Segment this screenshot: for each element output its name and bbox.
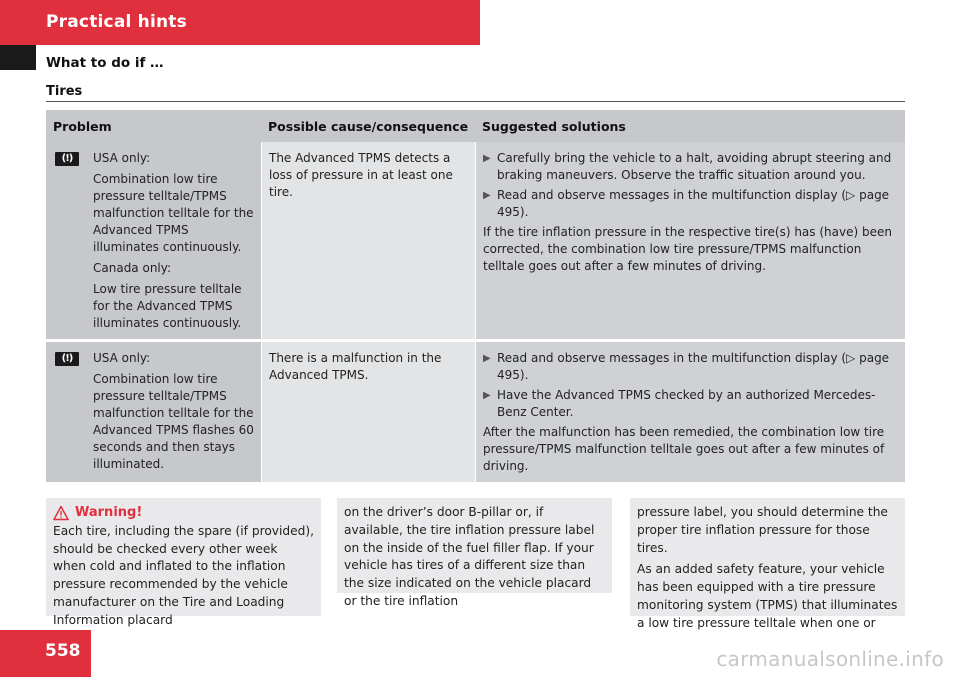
warning-text: Each tire, including the spare (if provided), should be checked every other week when cold and inflated to the inflation pressure recommended by the vehicle manufacturer on the Tire and Loading Information placard	[53, 523, 314, 627]
arrow-right-icon: ▶	[483, 153, 491, 164]
tpms-telltale-icon	[55, 152, 79, 166]
text-column-2: on the driver’s door B-pillar or, if available, the tire inflation pressure label on the inside of the fuel filler flap. If your vehicle has tires of a different size than the size indicated on the vehicle placard or the tire inflation	[337, 498, 612, 593]
problem-line: Low tire pressure telltale for the Advanced TPMS illuminates continuously.	[93, 282, 242, 330]
header-cause: Possible cause/consequence	[268, 119, 469, 134]
cause-cell: The Advanced TPMS detects a loss of pressure in at least one tire.	[261, 142, 475, 339]
warning-triangle-icon	[53, 505, 69, 521]
subsection-title: What to do if …	[46, 55, 164, 71]
topic-title: Tires	[46, 84, 83, 99]
section-title: Practical hints	[46, 12, 187, 32]
solution-bullet	[483, 350, 897, 384]
solution-cell	[475, 142, 905, 339]
problem-line: Combination low tire pressure telltale/TPMS malfunction telltale for the Advanced TPMS illuminates continuously.	[93, 172, 254, 254]
paragraph: pressure label, you should determine the proper tire inflation pressure for those tires.	[637, 505, 888, 555]
solution-bullet	[483, 387, 897, 421]
warning-box	[46, 498, 321, 627]
problem-line: Canada only:	[93, 261, 172, 275]
solution-note: After the malfunction has been remedied, the combination low tire pressure/TPMS malfunction telltale goes out after a few minutes of driving.	[483, 425, 885, 473]
watermark: carmanualsonline.info	[716, 647, 944, 671]
problem-line: USA only:	[93, 351, 151, 365]
bullet-text: Read and observe messages in the multifunction display (▷ page 495).	[497, 351, 890, 382]
problem-cell	[46, 342, 261, 482]
tires-table	[46, 110, 905, 482]
solution-note: If the tire inflation pressure in the respective tire(s) has (have) been corrected, the combination low tire pressure/TPMS malfunction telltale goes out after a few minutes of driving.	[483, 225, 892, 273]
problem-cell	[46, 142, 261, 339]
solution-cell	[475, 342, 905, 482]
solution-bullet	[483, 187, 897, 221]
arrow-right-icon: ▶	[483, 190, 491, 201]
warning-title: Warning!	[75, 505, 143, 520]
cause-cell: There is a malfunction in the Advanced TPMS.	[261, 342, 475, 482]
header-problem: Problem	[53, 119, 112, 134]
section-tab	[0, 0, 480, 45]
header-solutions: Suggested solutions	[482, 119, 626, 134]
table-row	[46, 142, 905, 339]
section-marker	[0, 45, 36, 70]
bullet-text: Read and observe messages in the multifunction display (▷ page 495).	[497, 188, 890, 219]
table-row	[46, 342, 905, 482]
bullet-text: Carefully bring the vehicle to a halt, avoiding abrupt steering and braking maneuvers. Observe the traffic situation around you.	[497, 151, 892, 182]
table-header	[46, 110, 905, 142]
solution-bullet	[483, 150, 897, 184]
page-number: 558	[0, 630, 91, 677]
problem-line: Combination low tire pressure telltale/TPMS malfunction telltale for the Advanced TPMS flashes 60 seconds and then stays illuminated.	[93, 372, 254, 471]
tpms-telltale-icon	[55, 352, 79, 366]
text-column-3	[630, 498, 905, 630]
divider	[46, 101, 905, 102]
bullet-text: Have the Advanced TPMS checked by an authorized Mercedes-Benz Center.	[497, 388, 876, 419]
warning-heading	[53, 504, 314, 522]
problem-line: USA only:	[93, 151, 151, 165]
arrow-right-icon: ▶	[483, 353, 491, 364]
arrow-right-icon: ▶	[483, 390, 491, 401]
paragraph: As an added safety feature, your vehicle has been equipped with a tire pressure monitoring system (TPMS) that illuminates a low tire pressure telltale when one or	[637, 562, 898, 630]
